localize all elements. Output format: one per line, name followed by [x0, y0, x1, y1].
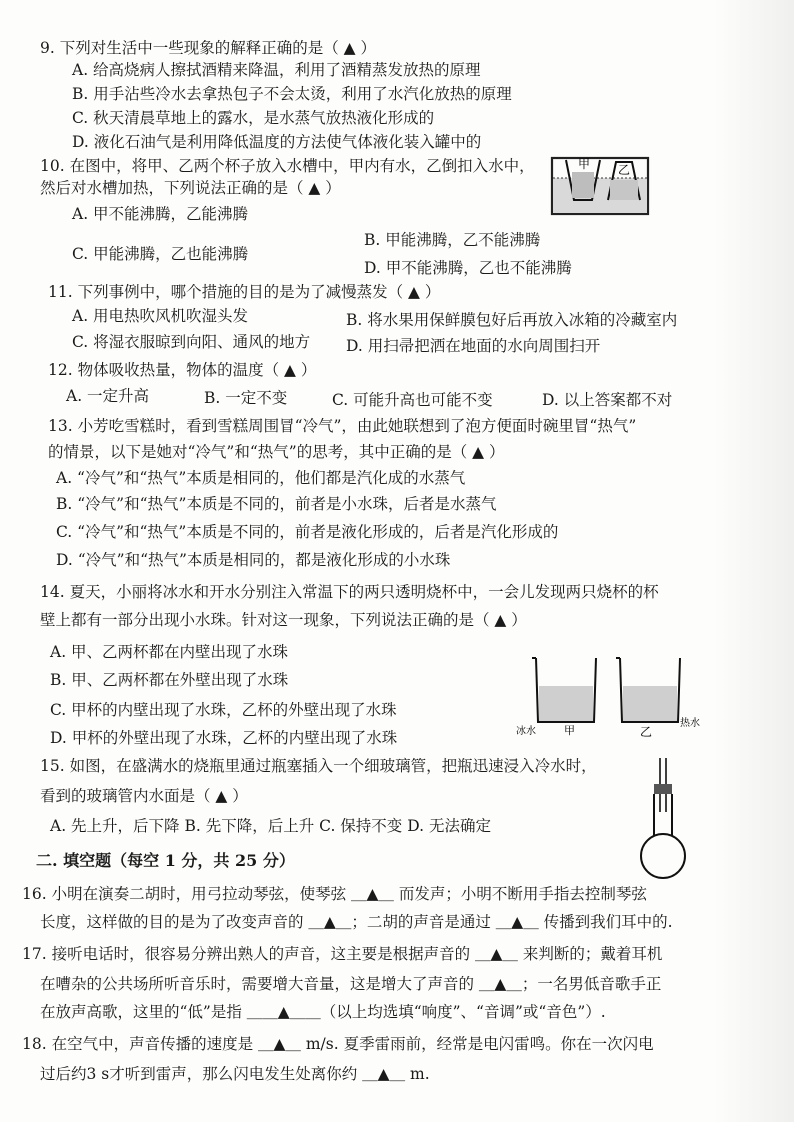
beaker-jia-label: 甲	[564, 724, 575, 737]
q18b-text: 过后约3 s才听到雷声，那么闪电发生处离你约 ＿▲＿ m.	[40, 1065, 430, 1083]
q15-text: 15. 如图，在盛满水的烧瓶里通过瓶塞插入一个细玻璃管，把瓶迅速浸入冷水时，	[40, 757, 597, 775]
q17b-text: 在嘈杂的公共场所听音乐时，需要增大音量，这是增大了声音的 ＿▲＿；一名男低音歌手正	[40, 975, 662, 993]
q10a-text: A. 甲不能沸腾，乙能沸腾	[72, 205, 249, 223]
cup-jia-label: 甲	[578, 157, 591, 171]
q14c-text: C. 甲杯的内壁出现了水珠，乙杯的外壁出现了水珠	[50, 701, 397, 719]
q13a-text: A. “冷气”和“热气”本质是相同的，他们都是汽化成的水蒸气	[56, 469, 466, 487]
q11b-text: B. 将水果用保鲜膜包好后再放入冰箱的冷藏室内	[346, 311, 678, 329]
q15opts-text: A. 先上升，后下降 B. 先下降，后上升 C. 保持不变 D. 无法确定	[50, 817, 491, 835]
section-title: 二. 填空题（每空 1 分，共 25 分）	[36, 851, 295, 870]
q11c-text: C. 将湿衣服晾到向阳、通风的地方	[72, 333, 311, 351]
q9c-text: C. 秋天清晨草地上的露水，是水蒸气放热液化形成的	[72, 109, 435, 127]
flask-figure	[632, 756, 694, 882]
q9a-text: A. 给高烧病人擦拭酒精来降温，利用了酒精蒸发放热的原理	[72, 61, 481, 79]
q16b-text: 长度，这样做的目的是为了改变声音的 ＿▲＿；二胡的声音是通过 ＿▲＿ 传播到我们耳中的.	[40, 913, 673, 931]
trough-figure	[548, 152, 652, 218]
q9-text: 9. 下列对生活中一些现象的解释正确的是（ ▲ ）	[40, 39, 376, 57]
q9d-text: D. 液化石油气是利用降低温度的方法使气体液化装入罐中的	[72, 133, 482, 151]
q13bb-text: B. “冷气”和“热气”本质是不同的，前者是小水珠，后者是水蒸气	[56, 495, 497, 513]
q13b-text: 的情景，以下是她对“冷气”和“热气”的思考，其中正确的是（ ▲ ）	[48, 443, 505, 461]
q10b-text: 然后对水槽加热，下列说法正确的是（ ▲ ）	[40, 179, 341, 197]
q12a-text: A. 一定升高	[66, 387, 150, 405]
page-edge-shadow	[714, 0, 794, 1122]
q13-text: 13. 小芳吃雪糕时，看到雪糕周围冒“冷气”，由此她联想到了泡方便面时碗里冒“热气”	[48, 417, 637, 435]
q17-text: 17. 接听电话时，很容易分辨出熟人的声音，这主要是根据声音的 ＿▲＿ 来判断的；戴着耳机	[22, 945, 663, 963]
q13d-text: D. “冷气”和“热气”本质是相同的，都是液化形成的小水珠	[56, 551, 451, 569]
ice-water-label: 冰水	[516, 726, 536, 737]
q18-text: 18. 在空气中，声音传播的速度是 ＿▲＿ m/s. 夏季雷雨前，经常是电闪雷鸣。你在一次闪电	[22, 1035, 654, 1053]
q14d-text: D. 甲杯的外壁出现了水珠，乙杯的内壁出现了水珠	[50, 729, 398, 747]
q13c-text: C. “冷气”和“热气”本质是不同的，前者是液化形成的，后者是汽化形成的	[56, 523, 559, 541]
q14-text: 14. 夏天，小丽将冰水和开水分别注入常温下的两只透明烧杯中，一会儿发现两只烧杯的杯	[40, 583, 659, 601]
q12c-text: C. 可能升高也可能不变	[332, 391, 493, 409]
q12d-text: D. 以上答案都不对	[542, 391, 673, 409]
q14bb-text: B. 甲、乙两杯都在外壁出现了水珠	[50, 671, 289, 689]
q16-text: 16. 小明在演奏二胡时，用弓拉动琴弦，使琴弦 ＿▲＿ 而发声；小明不断用手指去控制琴弦	[22, 885, 647, 903]
q10c-text: C. 甲能沸腾，乙也能沸腾	[72, 245, 249, 263]
q12b-text: B. 一定不变	[204, 389, 288, 407]
q17c-text: 在放声高歌，这里的“低”是指 ＿＿▲＿＿（以上均选填“响度”、“音调”或“音色”）.	[40, 1003, 606, 1021]
q14b-text: 壁上都有一部分出现小水珠。针对这一现象，下列说法正确的是（ ▲ ）	[40, 611, 527, 629]
q11a-text: A. 用电热吹风机吹湿头发	[72, 307, 249, 325]
q9b-text: B. 用手沾些冷水去拿热包子不会太烫，利用了水汽化放热的原理	[72, 85, 512, 103]
q10bb-text: B. 甲能沸腾，乙不能沸腾	[364, 231, 541, 249]
q12-text: 12. 物体吸收热量，物体的温度（ ▲ ）	[48, 361, 317, 379]
q10-text: 10. 在图中，将甲、乙两个杯子放入水槽中，甲内有水，乙倒扣入水中，	[40, 157, 535, 175]
hot-water-label: 热水	[680, 718, 700, 729]
beakers-figure	[508, 650, 708, 740]
q14a-text: A. 甲、乙两杯都在内壁出现了水珠	[50, 643, 289, 661]
q15b-text: 看到的玻璃管内水面是（ ▲ ）	[40, 787, 248, 805]
q10d-text: D. 甲不能沸腾，乙也不能沸腾	[364, 259, 572, 277]
cup-yi-label: 乙	[618, 163, 631, 177]
q11d-text: D. 用扫帚把洒在地面的水向周围扫开	[346, 337, 601, 355]
beaker-yi-label: 乙	[640, 725, 653, 739]
q11-text: 11. 下列事例中，哪个措施的目的是为了减慢蒸发（ ▲ ）	[48, 283, 441, 301]
